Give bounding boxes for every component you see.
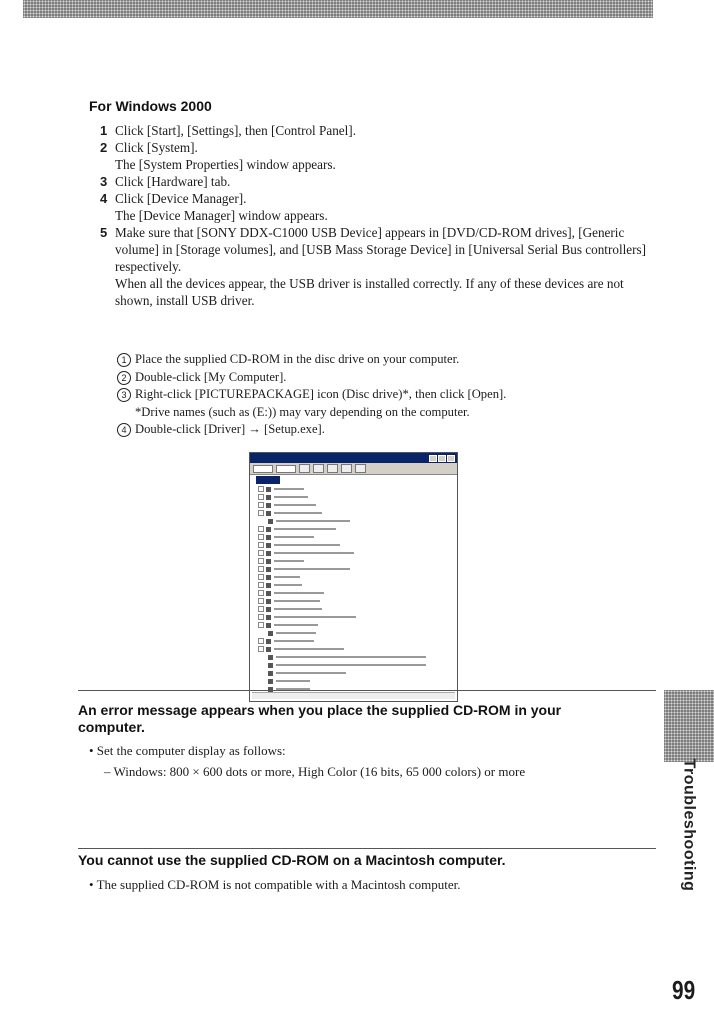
divider [78,690,656,691]
tree-node [258,534,314,540]
tree-node [258,614,356,620]
substeps-list [117,351,657,439]
step-number: 4 [100,191,108,206]
step-text: Click [System]. [115,140,198,155]
step-4-result: The [Device Manager] window appears. [115,208,328,223]
chapter-tab-text: Troubleshooting [680,758,698,892]
action-menu-icon [253,465,273,473]
circled-number: 1 [117,353,131,367]
macintosh-bullet: • The supplied CD-ROM is not compatible with a Macintosh computer. [89,877,461,892]
step-number: 2 [100,140,108,155]
substep-3 [117,386,657,404]
tree-node [268,662,426,668]
divider [78,848,656,849]
circled-number: 3 [117,388,131,402]
error-sub-bullet: – Windows: 800 × 600 dots or more, High Color (16 bits, 65 000 colors) or more [104,764,526,779]
tree-node [258,502,316,508]
circled-number: 2 [117,371,131,385]
section-title: For Windows 2000 [89,98,212,114]
step-text: Make sure that [SONY DDX-C1000 USB Device] appears in [DVD/CD-ROM drives], [Generic volume] in [Storage volumes], and [USB Mass Storage Device] in [Universal Serial Bus controllers] respectively. [115,225,647,274]
step-2 [100,139,660,156]
step-5 [100,224,660,275]
substep-text: Right-click [PICTUREPACKAGE] icon (Disc drive)*, then click [Open]. [135,387,507,401]
drive-name-note: *Drive names (such as (E:)) may vary depending on the computer. [135,404,470,419]
step-text: Click [Hardware] tab. [115,174,231,189]
substep-text: Double-click [Driver] → [Setup.exe]. [135,422,325,436]
tree-node [258,638,314,644]
step-number: 5 [100,225,108,240]
tree-node [268,678,310,684]
window-statusbar [252,692,455,699]
step-5-result: When all the devices appear, the USB driver is installed correctly. If any of these devices are not shown, install USB driver. [115,276,624,308]
tree-node [258,606,322,612]
maximize-icon [438,455,446,462]
tree-node [258,550,354,556]
help-icon [355,464,366,473]
tree-node [258,486,304,492]
substep-4 [117,421,657,439]
properties-icon [327,464,338,473]
steps-list [100,122,660,309]
device-tree [252,476,455,691]
device-manager-screenshot [249,452,458,702]
tree-node [258,558,304,564]
substep-text: Place the supplied CD-ROM in the disc drive on your computer. [135,352,460,366]
tree-root-selected [256,476,280,484]
step-number: 1 [100,123,108,138]
forward-icon [313,464,324,473]
step-2-result: The [System Properties] window appears. [115,157,336,172]
close-icon [447,455,455,462]
step-3 [100,173,660,190]
window-titlebar [250,453,457,463]
step-1 [100,122,660,139]
circled-number: 4 [117,423,131,437]
tree-node [258,622,318,628]
page-number: 99 [672,975,696,1005]
chapter-tab-pattern [664,690,714,762]
view-menu-icon [276,465,296,473]
window-toolbar [250,463,457,475]
minimize-icon [429,455,437,462]
error-heading: An error message appears when you place the supplied CD-ROM in your computer. [78,702,562,735]
tree-node [258,566,350,572]
step-4 [100,190,660,207]
step-text: Click [Start], [Settings], then [Control Panel]. [115,123,357,138]
macintosh-heading: You cannot use the supplied CD-ROM on a Macintosh computer. [78,852,506,868]
back-icon [299,464,310,473]
refresh-icon [341,464,352,473]
step-number: 3 [100,174,108,189]
chapter-tab-label [668,758,708,892]
substep-text: Double-click [My Computer]. [135,369,287,384]
substep-1 [117,351,657,369]
tree-node [258,598,320,604]
error-bullet: • Set the computer display as follows: [89,743,286,758]
tree-node [258,574,300,580]
tree-node [258,510,322,516]
tree-node [258,582,302,588]
tree-node [268,670,346,676]
tree-node [258,590,324,596]
substep-2 [117,369,657,387]
tree-node [258,526,336,532]
tree-node [258,542,340,548]
tree-node [268,518,350,524]
header-pattern-band [23,0,653,18]
tree-node [258,494,308,500]
step-text: Click [Device Manager]. [115,191,247,206]
tree-node [268,654,426,660]
tree-node [258,646,344,652]
tree-node [268,630,316,636]
